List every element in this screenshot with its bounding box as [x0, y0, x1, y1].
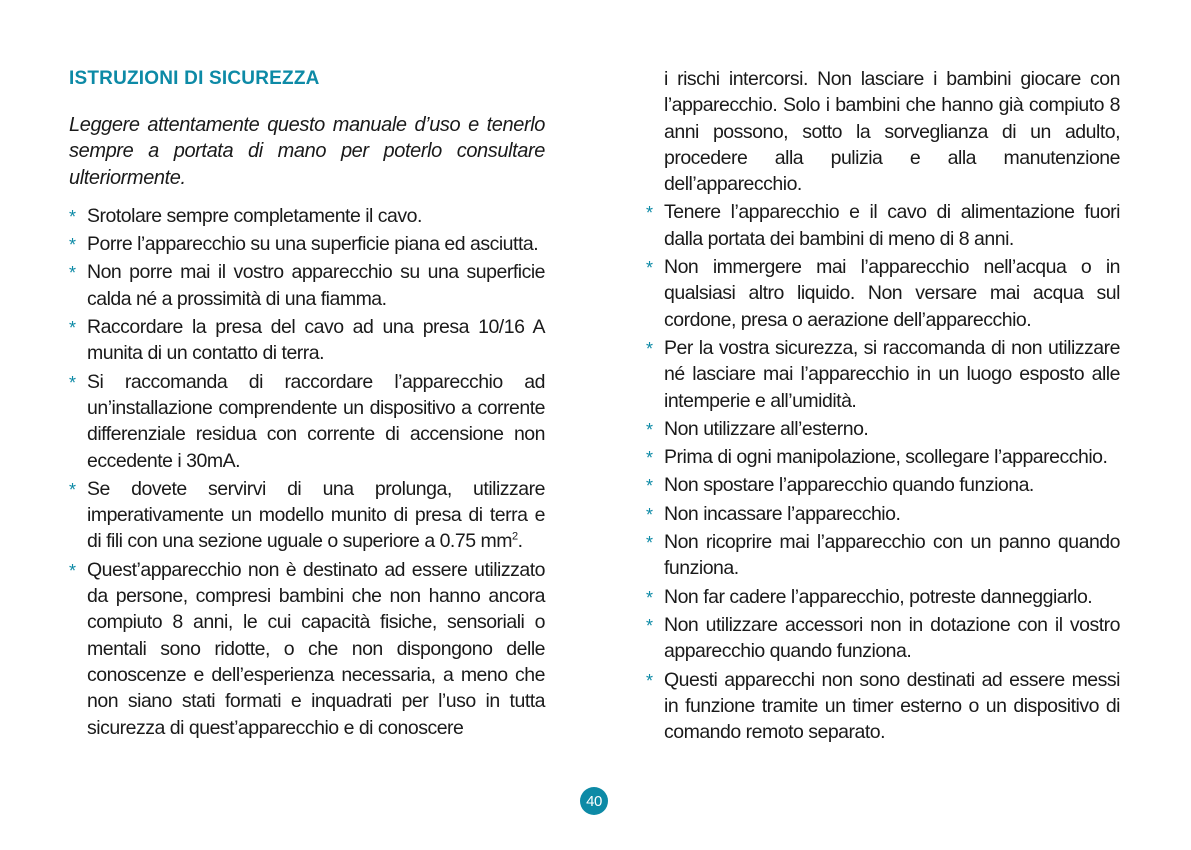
asterisk-icon: *: [646, 338, 653, 359]
list-item-text: Non far cadere l’apparecchio, potreste danneggiarlo.: [664, 585, 1093, 608]
asterisk-icon: *: [69, 479, 76, 500]
list-item: [646, 416, 1120, 442]
list-item: [69, 231, 545, 257]
list-item-text: Non ricoprire mai l’apparecchio con un panno quando funziona.: [664, 531, 1120, 580]
list-item: [69, 314, 545, 367]
list-item-text: Per la vostra sicurezza, si raccomanda di non utilizzare né lasciare mai l’apparecchio in un luogo esposto alle intemperie e all’umidità.: [664, 336, 1120, 412]
list-item-end: .: [517, 530, 523, 553]
list-item-text: Srotolare sempre completamente il cavo.: [87, 204, 422, 227]
list-item: [646, 529, 1120, 582]
asterisk-icon: *: [646, 504, 653, 525]
asterisk-icon: *: [69, 206, 76, 227]
list-item: [646, 199, 1120, 252]
list-item-text: Quest’apparecchio non è destinato ad essere utilizzato da persone, compresi bambini che non hanno ancora compiuto 8 anni, le cui capacità fisiche, sensoriali o mentali sono ridotte, o che non dispongono delle conoscenze e dell’esperienza necessaria, a meno che non siano stati formati e inquadrati per l’uso in tutta sicurezza di quest’apparecchio e di conoscere: [87, 558, 545, 739]
list-item: [646, 612, 1120, 665]
list-item: [646, 501, 1120, 527]
list-item: [69, 476, 545, 555]
list-item-text: Se dovete servirvi di una prolunga, utilizzare imperativamente un modello munito di presa di terra e di fili con una sezione uguale o superiore a 0.75 mm: [87, 477, 545, 553]
superscript: 2: [511, 530, 518, 543]
left-bullet-list: [69, 203, 545, 741]
left-column: [69, 66, 545, 743]
right-column: [646, 66, 1120, 747]
asterisk-icon: *: [646, 476, 653, 497]
asterisk-icon: *: [646, 203, 653, 224]
list-item: [69, 259, 545, 312]
right-bullet-list: [646, 199, 1120, 745]
list-item-text: Non immergere mai l’apparecchio nell’acqua o in qualsiasi altro liquido. Non versare mai acqua sul cordone, presa o aerazione dell’apparecchio.: [664, 256, 1120, 331]
list-item-text: Non utilizzare accessori non in dotazione con il vostro apparecchio quando funziona.: [664, 613, 1120, 663]
page-number: 40: [580, 787, 608, 815]
continuation-paragraph: i rischi intercorsi. Non lasciare i bambini giocare con l’apparecchio. Solo i bambini che hanno già compiuto 8 anni possono, sotto la sorveglianza di un adulto, procedere alla pulizia e alla manutenzione dell’apparecchio.: [664, 68, 1120, 196]
list-item: [646, 667, 1120, 746]
section-title: ISTRUZIONI DI SICUREZZA: [69, 68, 320, 89]
asterisk-icon: *: [646, 615, 653, 636]
list-item: [646, 335, 1120, 414]
list-item-text: Non porre mai il vostro apparecchio su una superficie calda né a prossimità di una fiamma.: [87, 261, 545, 310]
intro-paragraph: Leggere attentamente questo manuale d’uso e tenerlo sempre a portata di mano per poterlo consultare ulteriormente.: [69, 114, 545, 189]
asterisk-icon: *: [646, 448, 653, 469]
list-item-text: Porre l’apparecchio su una superficie piana ed asciutta.: [87, 233, 539, 256]
asterisk-icon: *: [69, 318, 76, 339]
list-item-text: Non utilizzare all’esterno.: [664, 417, 869, 440]
list-item: [646, 472, 1120, 498]
list-item-text: Questi apparecchi non sono destinati ad essere messi in funzione tramite un timer esterno o un dispositivo di comando remoto separato.: [664, 668, 1120, 744]
list-item-text: Prima di ogni manipolazione, scollegare l’apparecchio.: [664, 446, 1108, 469]
asterisk-icon: *: [69, 372, 76, 393]
asterisk-icon: *: [69, 263, 76, 284]
asterisk-icon: *: [646, 587, 653, 608]
asterisk-icon: *: [69, 235, 76, 256]
list-item-text: Tenere l’apparecchio e il cavo di alimentazione fuori dalla portata dei bambini di meno di 8 anni.: [664, 201, 1120, 250]
list-item-text: Non spostare l’apparecchio quando funziona.: [664, 474, 1034, 497]
asterisk-icon: *: [69, 560, 76, 581]
list-item: [69, 557, 545, 741]
list-item: [69, 369, 545, 474]
list-item-text: Non incassare l’apparecchio.: [664, 502, 901, 525]
asterisk-icon: *: [646, 533, 653, 554]
list-item: [646, 444, 1120, 470]
asterisk-icon: *: [646, 670, 653, 691]
list-item: [646, 584, 1120, 610]
asterisk-icon: *: [646, 419, 653, 440]
list-item-text: Raccordare la presa del cavo ad una presa 10/16 A munita di un contatto di terra.: [87, 316, 545, 365]
list-item: [69, 203, 545, 229]
list-item-text: Si raccomanda di raccordare l’apparecchio ad un’installazione comprendente un dispositivo a corrente differenziale residua con corrente di accensione non eccedente i 30mA.: [87, 370, 545, 472]
list-item: [646, 254, 1120, 333]
asterisk-icon: *: [646, 258, 653, 279]
